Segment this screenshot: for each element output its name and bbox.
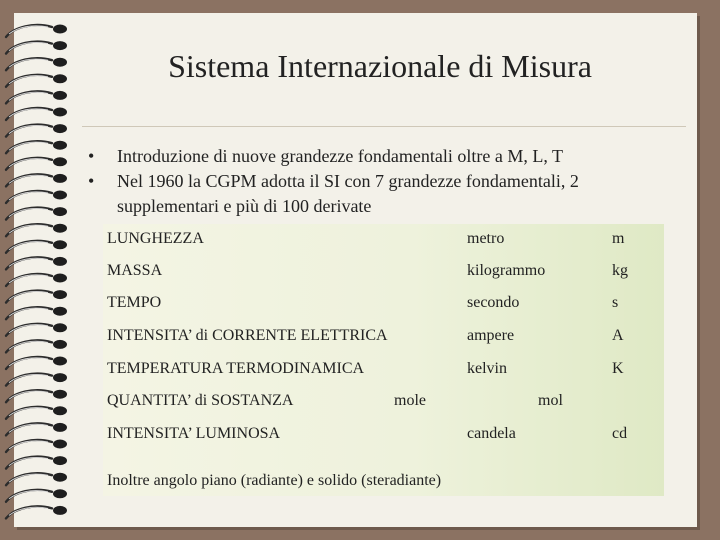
quantity-name: LUNGHEZZA	[107, 230, 204, 247]
unit-symbol: s	[612, 294, 619, 311]
bullet-text: Nel 1960 la CGPM adotta il SI con 7 grandezze fondamentali, 2 supplementari e più di 100 derivate	[117, 171, 579, 216]
binding-ring	[6, 174, 67, 187]
unit-symbol: A	[612, 327, 624, 344]
unit-name: secondo	[467, 294, 520, 311]
bullet-list	[88, 144, 678, 219]
bullet-marker: •	[88, 146, 95, 166]
binding-ring	[6, 506, 67, 519]
unit-name: kelvin	[467, 360, 507, 377]
table-row	[103, 360, 664, 382]
binding-ring	[6, 141, 67, 154]
binding-ring	[6, 406, 67, 419]
table-row	[103, 327, 664, 349]
bullet-item	[88, 169, 678, 219]
si-units-table	[103, 224, 664, 496]
table-row	[103, 392, 664, 414]
binding-ring	[6, 91, 67, 104]
bullet-text: Introduzione di nuove grandezze fondamentali oltre a M, L, T	[117, 146, 564, 166]
binding-ring	[6, 74, 67, 87]
binding-ring	[6, 157, 67, 170]
unit-name: metro	[467, 230, 505, 247]
table-footnote: Inoltre angolo piano (radiante) e solido (steradiante)	[107, 472, 442, 489]
unit-symbol: m	[612, 230, 625, 247]
binding-ring	[6, 274, 67, 287]
table-row	[103, 425, 664, 447]
unit-name: candela	[467, 425, 516, 442]
binding-ring	[6, 224, 67, 237]
table-row	[103, 294, 664, 316]
binding-ring	[6, 307, 67, 320]
unit-name: kilogrammo	[467, 262, 546, 279]
slide-title: Sistema Internazionale di Misura	[168, 48, 592, 84]
binding-ring	[6, 191, 67, 204]
quantity-name: QUANTITA’ di SOSTANZA	[107, 392, 294, 409]
quantity-name: TEMPO	[107, 294, 162, 311]
binding-ring	[6, 373, 67, 386]
quantity-name: INTENSITA’ LUMINOSA	[107, 425, 281, 442]
binding-ring	[6, 58, 67, 70]
binding-ring	[6, 124, 67, 137]
table-row	[103, 230, 664, 252]
unit-name: ampere	[467, 327, 515, 344]
unit-symbol: kg	[612, 262, 628, 279]
binding-ring	[6, 207, 67, 220]
binding-ring	[6, 108, 67, 121]
quantity-name: INTENSITA’ di CORRENTE ELETTRICA	[107, 327, 388, 344]
unit-symbol: K	[612, 360, 624, 377]
quantity-name: MASSA	[107, 262, 163, 279]
spiral-binding	[0, 0, 80, 540]
unit-symbol: mol	[538, 392, 563, 409]
quantity-name: TEMPERATURA TERMODINAMICA	[107, 360, 365, 377]
title-divider	[82, 126, 686, 127]
binding-ring	[6, 423, 67, 436]
binding-ring	[6, 357, 67, 370]
unit-symbol: cd	[612, 425, 628, 442]
binding-ring	[6, 340, 67, 353]
binding-ring	[6, 440, 67, 453]
binding-ring	[6, 25, 67, 38]
binding-ring	[6, 489, 67, 502]
binding-ring	[6, 390, 67, 403]
binding-ring	[6, 240, 67, 253]
binding-ring	[6, 323, 67, 336]
binding-ring	[6, 290, 67, 303]
binding-ring	[6, 257, 67, 270]
binding-ring	[6, 473, 67, 486]
table-row	[103, 262, 664, 284]
bullet-marker: •	[88, 171, 95, 191]
binding-ring	[6, 456, 67, 469]
bullet-item	[88, 144, 678, 169]
unit-name: mole	[394, 392, 426, 409]
binding-ring	[6, 41, 67, 54]
